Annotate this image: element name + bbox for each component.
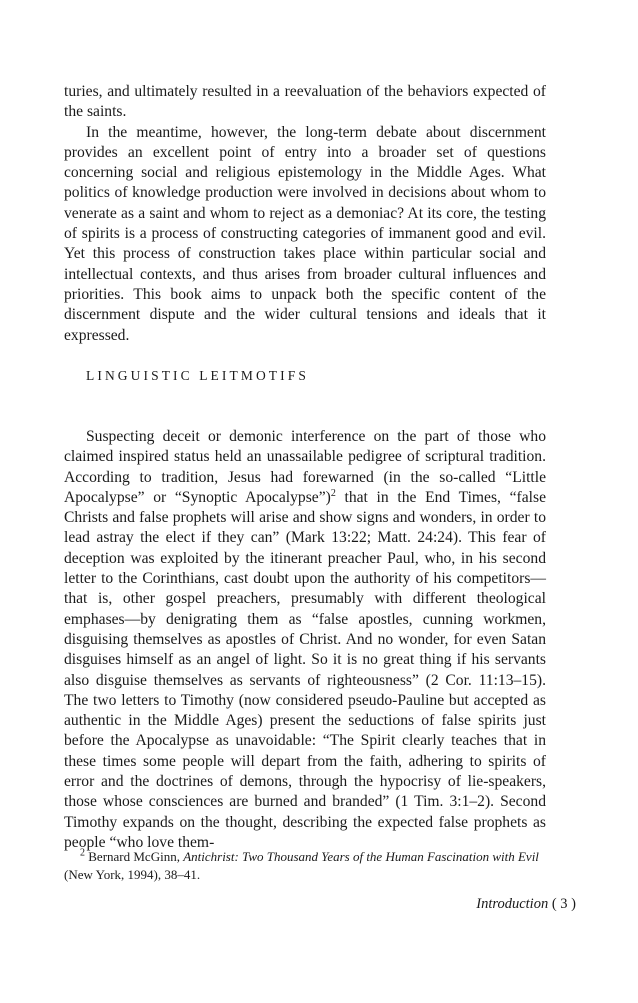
body-text-top [64,82,546,346]
footnote-book-title: Antichrist: Two Thousand Years of the Human Fascination with Evil [183,849,539,864]
paragraph-continuation: turies, and ultimately resulted in a reevaluation of the behaviors expected of the saints. [64,83,546,121]
footnote-marker: 2 [80,847,85,859]
footnote [64,848,546,884]
footnote-author: Bernard McGinn, [85,849,184,864]
paragraph-discernment-debate: In the meantime, however, the long-term debate about discernment provides an excellent point of entry into a broader set of questions concerning social and religious epistemology in the Middle Ages. What politics of knowledge production were involved in decisions about whom to venerate as a saint and whom to reject as a demoniac? At its core, the testing of spirits is a process of constructing categories of immanent good and evil. Yet this process of construction takes place within particular social and intellectual contexts, and thus arises from broader cultural influences and priorities. This book aims to unpack both the specific content of the discernment dispute and the wider cultural tensions and ideals that it expressed. [64,123,546,344]
paragraph-linguistic-leitmotifs [64,427,546,853]
body-text-main [64,427,546,853]
section-heading: LINGUISTIC LEITMOTIFS [86,368,309,383]
page-number: ( 3 ) [551,896,576,912]
footnote-reference-marker: 2 [330,487,336,499]
running-footer-title: Introduction [476,896,549,912]
running-footer [476,896,576,913]
paragraph-text-before-note: Suspecting deceit or demonic interference on the part of those who claimed inspired status held an unassailable pedigree of scriptural tradition. According to tradition, Jesus had forewarned (in the so-called “Little Apocalypse” or “Synoptic Apocalypse”) [64,428,546,506]
footnote-publication: (New York, 1994), 38–41. [64,867,201,882]
paragraph-text-after-note: that in the End Times, “false Christs and false prophets will arise and show signs and wonders, in order to lead astray the elect if they can” (Mark 13:22; Matt. 24:24). This fear of deception was exploited by the itinerant preacher Paul, who, in his second letter to the Corinthians, cast doubt upon the authority of his competitors—that is, other gospel preachers, presumably with different theological emphases—by denigrating them as “false apostles, cunning workmen, disguising themselves as apostles of Christ. And no wonder, for even Satan disguises himself as an angel of light. So it is no great thing if his servants also disguise themselves as servants of righteousness” (2 Cor. 11:13–15). The two letters to Timothy (now considered pseudo-Pauline but accepted as authentic in the Middle Ages) present the seductions of false spirits just before the Apocalypse as unavoidable: “The Spirit clearly teaches that in these times some people will depart from the faith, adhering to spirits of error and the doctrines of demons, through the hypocrisy of lie-speakers, those whose consciences are burned and branded” (1 Tim. 3:1–2). Second Timothy expands on the thought, describing the expected false prophets as people “who love them- [64,488,546,851]
